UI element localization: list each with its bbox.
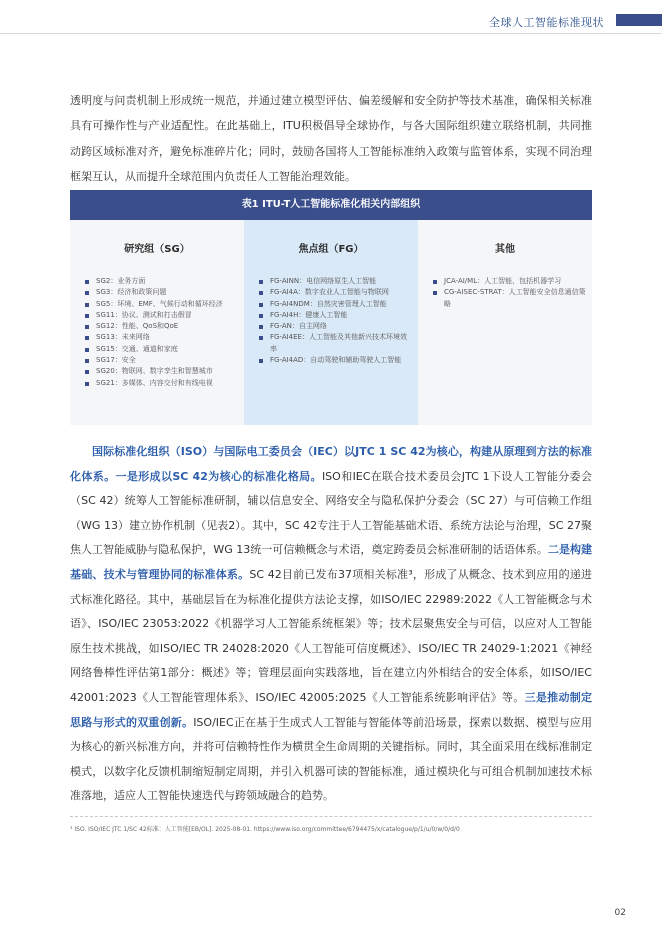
list-item: SG2：业务方面 — [84, 276, 238, 287]
body-text-3: ISO/IEC正在基于生成式人工智能与智能体等前沿场景，探索以数据、模型与应用为核心的新兴标准方向，并将可信赖特性作为横贯全生命周期的关键指标。同时，其全面采用在线标准制定模式，以数字化反馈机制缩短制定周期，并引入机器可读的智能标准，通过模块化与可组合机制加速技术标准落地，适应人工智能快速迭代与跨领域融合的趋势。 — [70, 715, 592, 803]
list-item: SG20：物联网、数字孪生和智慧城市 — [84, 366, 238, 377]
list-item: FG-AI4EE：人工智能及其他新兴技术环境效率 — [258, 332, 412, 355]
footnote-divider — [70, 816, 592, 817]
list-item: FG-AI4A：数字农业人工智能与物联网 — [258, 287, 412, 298]
intro-paragraph: 透明度与问责机制上形成统一规范，并通过建立模型评估、偏差缓解和安全防护等技术基准，确保相关标准具有可操作性与产业适配性。在此基础上，ITU积极倡导全球协作，与各大国际组织建立联络机制，共同推动跨区域标准对齐，避免标准碎片化；同时，鼓励各国将人工智能标准纳入政策与监管体系，实现不同治理框架互认，从而提升全球范围内负责任人工智能治理效能。 — [70, 94, 592, 184]
list-item: SG3：经济和政策问题 — [84, 287, 238, 298]
itu-org-table — [70, 190, 592, 425]
footnote: ³ ISO. ISO/IEC JTC 1/SC 42标准：人工智能[EB/OL]. 2025-08-01. https://www.iso.org/committee/6794475/x/catalogue/p/1/u/0/w/0/d/0 — [70, 826, 460, 833]
list-item: SG13：未来网络 — [84, 332, 238, 343]
list-item: FG-AI4NDM：自然灾害管理人工智能 — [258, 299, 412, 310]
column-heading: 其他 — [495, 244, 515, 255]
list-item: FG-AN：自主网络 — [258, 321, 412, 332]
list-item: SG5：环境、EMF、气候行动和循环经济 — [84, 299, 238, 310]
table-title: 表1 ITU-T人工智能标准化相关内部组织 — [70, 190, 592, 220]
column-list — [250, 276, 412, 366]
column-list — [76, 276, 238, 389]
header-color-block — [616, 14, 662, 26]
column-heading: 研究组（SG） — [124, 244, 190, 255]
highlight-heading-3: 三是推动制定思路与形式的双重创新。 — [70, 690, 592, 729]
list-item: FG-AINN：电信网络原生人工智能 — [258, 276, 412, 287]
header-divider — [0, 33, 662, 34]
highlight-heading-2: 二是构建基础、技术与管理协同的标准体系。 — [70, 543, 592, 581]
page-number: 02 — [614, 908, 626, 918]
header-title: 全球人工智能标准现状 — [489, 16, 604, 29]
table-column-fg — [244, 220, 418, 425]
highlight-heading-1: 国际标准化组织（ISO）与国际电工委员会（IEC）以JTC 1 SC 42为核心，构建从原理到方法的标准化体系。一是形成以SC 42为核心的标准化格局。 — [70, 445, 592, 483]
body-text-1: ISO和IEC在联合技术委员会JTC 1下设人工智能分委会（SC 42）统筹人工智能标准研制，辅以信息安全、网络安全与隐私保护分委会（SC 27）与可信赖工作组（WG 13）建立协作机制（见表2）。其中，SC 42专注于人工智能基础术语、系统方法论与治理，SC 27聚焦人工智能威胁与隐私保护，WG 13统一可信赖概念与术语，奠定跨委员会标准研制的话语体系。 — [70, 469, 592, 557]
list-item: SG17：安全 — [84, 355, 238, 366]
list-item: SG21：多媒体、内容交付和有线电视 — [84, 378, 238, 389]
column-list — [424, 276, 586, 310]
list-item: FG-AI4H：健康人工智能 — [258, 310, 412, 321]
body-text-2: SC 42目前已发布37项相关标准³，形成了从概念、技术到应用的递进式标准化路径。其中，基础层旨在为标准化提供方法论支撑，如ISO/IEC 22989:2022《人工智能概念与术语》、ISO/IEC 23053:2022《机器学习人工智能系统框架》等；技术层聚焦安全与可信，以应对人工智能原生技术挑战，如ISO/IEC TR 24028:2020《人工智能可信度概述》、ISO/IEC TR 24029-1:2021《神经网络鲁棒性评估第1部分：概述》等；管理层面向实践落地，旨在建立内外相结合的安全体系，如ISO/IEC 42001:2023《人工智能管理体系》、ISO/IEC 42005:2025《人工智能系统影响评估》等。 — [70, 567, 593, 704]
iso-iec-paragraph — [70, 440, 592, 809]
list-item: JCA-AI/ML：人工智能，包括机器学习 — [432, 276, 586, 287]
column-heading: 焦点组（FG） — [298, 244, 364, 255]
table-column-sg — [70, 220, 244, 425]
list-item: FG-AI4AD：自动驾驶和辅助驾驶人工智能 — [258, 355, 412, 366]
list-item: SG15：交通、通道和家庭 — [84, 344, 238, 355]
list-item: CG-AISEC-STRAT：人工智能安全信息通信策略 — [432, 287, 586, 310]
list-item: SG12：性能、QoS和QoE — [84, 321, 238, 332]
list-item: SG11：协议、测试和打击假冒 — [84, 310, 238, 321]
table-column-other — [418, 220, 592, 425]
